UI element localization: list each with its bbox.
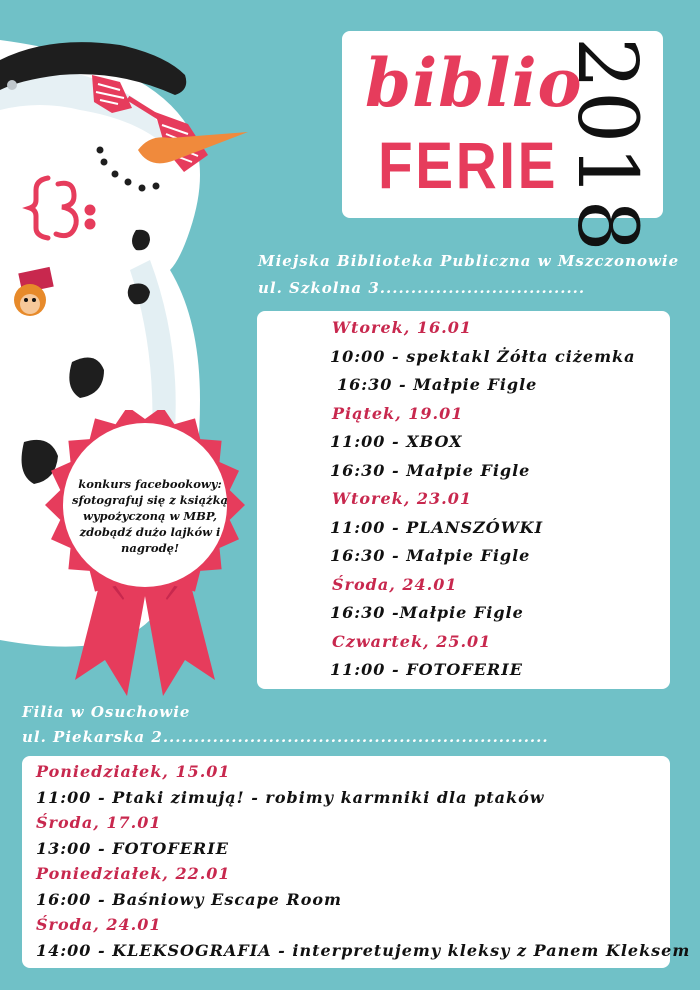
schedule-event: 11:00 - PLANSZÓWKI [330, 517, 544, 537]
schedule-event: 13:00 - FOTOFERIE [36, 838, 229, 858]
schedule-day: Poniedziałek, 22.01 [36, 864, 231, 883]
main-branch-address: ul. Szkolna 3 [258, 279, 380, 297]
branch-name: Filia w Osuchowie [22, 703, 191, 721]
schedule-event: 16:00 - Baśniowy Escape Room [36, 889, 342, 909]
branch-address-line: ul. Piekarska 2.............................................................. [22, 728, 549, 746]
schedule-event: 11:00 - FOTOFERIE [330, 660, 523, 679]
schedule-day: Piątek, 19.01 [332, 403, 464, 423]
branch-address: ul. Piekarska 2 [22, 728, 163, 746]
schedule-event: 14:00 - KLEKSOGRAFIA - interpretujemy kleksy z Panem Kleksem [36, 940, 691, 960]
schedule-event: 16:30 - Małpie Figle [330, 546, 531, 565]
contest-body: konkurs facebookowy: sfotografuj się z książką wypożyczoną w MBP, zdobądź dużo lajków i nagrodę! [71, 477, 228, 555]
contest-text [62, 436, 238, 556]
schedule-day: Wtorek, 16.01 [332, 318, 472, 337]
schedule-event: 10:00 - spektakl Żółta ciżemka [330, 346, 636, 366]
schedule-day: Czwartek, 25.01 [332, 631, 492, 651]
schedule-day: Wtorek, 23.01 [332, 489, 472, 508]
schedule-event: 16:30 -Małpie Figle [330, 603, 524, 622]
main-branch-address-line: ul. Szkolna 3................................. [258, 279, 586, 297]
schedule-event: 16:30 - Małpie Figle [330, 460, 531, 480]
schedule-event: 11:00 - Ptaki zimują! - robimy karmniki dla ptaków [36, 787, 545, 807]
schedule-day: Poniedziałek, 15.01 [36, 762, 231, 781]
schedule-event: 16:30 - Małpie Figle [337, 375, 538, 394]
main-schedule-card [257, 311, 670, 689]
title-biblio: biblio [365, 44, 583, 122]
main-branch-name: Miejska Biblioteka Publiczna w Mszczonowie [258, 252, 680, 270]
title-card [342, 31, 663, 254]
contest-title-1: MOJE FERIE [109, 436, 191, 452]
schedule-event: 11:00 - XBOX [330, 432, 463, 451]
schedule-day: Środa, 17.01 [36, 813, 162, 832]
branch-schedule-card [22, 756, 691, 968]
title-year: 2018 [559, 37, 654, 254]
schedule-day: Środa, 24.01 [36, 915, 162, 934]
contest-title-2: Z KSIĄŻKĄ [114, 453, 186, 469]
schedule-day: Środa, 24.01 [332, 574, 458, 594]
title-ferie: FERIE [378, 128, 559, 202]
